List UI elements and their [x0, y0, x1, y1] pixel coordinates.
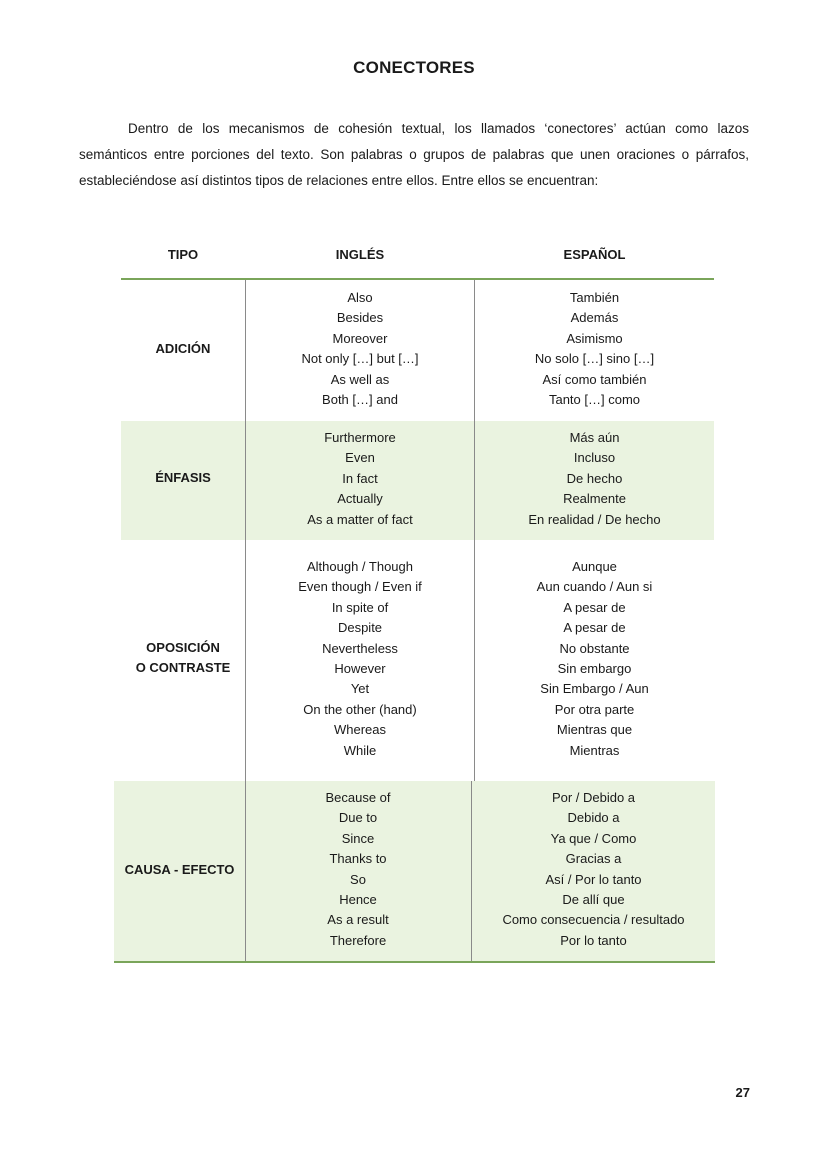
list-item: Asimismo [566, 330, 623, 346]
list-item: También [569, 290, 620, 305]
list-item: Whereas [333, 722, 387, 738]
list-item: De allí que [562, 892, 625, 908]
list-item: Gracias a [565, 851, 622, 867]
list-item: Due to [338, 810, 378, 826]
list-item: Besides [336, 310, 384, 326]
table-bottom-rule [114, 961, 715, 963]
intro-paragraph: Dentro de los mecanismos de cohesión textual, los llamados ‘conectores’ actúan como lazos semánticos entre porciones del texto. Son palabras o grupos de palabras que unen oraciones o párrafos, estableciéndose así distintos tipos de relaciones entre ellos. Entre ellos se encuentran: [79, 121, 749, 188]
header-tipo: TIPO [167, 247, 199, 262]
espanol-list [472, 788, 715, 951]
list-item: Yet [350, 681, 370, 697]
list-item: Also [347, 290, 373, 305]
list-item: En realidad / De hecho [528, 511, 661, 527]
list-item: Mientras que [556, 722, 633, 738]
list-item: Tanto […] como [548, 392, 641, 408]
list-item: Debido a [567, 810, 620, 826]
tipo-causa-efecto: CAUSA - EFECTO [124, 862, 235, 877]
list-item: Therefore [329, 932, 387, 948]
list-item: Sin embargo [557, 661, 632, 677]
list-item: Por / Debido a [551, 790, 636, 805]
list-item: Nevertheless [322, 640, 398, 656]
list-item: Incluso [573, 450, 616, 466]
ingles-list [245, 288, 475, 410]
list-item: Ya que / Como [550, 830, 637, 846]
list-item: Furthermore [324, 430, 396, 445]
list-item: Actually [337, 491, 383, 507]
ingles-list [245, 428, 475, 530]
list-item: Aun cuando / Aun si [536, 579, 653, 595]
espanol-list [475, 557, 714, 761]
list-item: Aunque [572, 559, 617, 574]
tipo-adicion: ADICIÓN [155, 341, 211, 356]
page-number: 27 [735, 1085, 750, 1100]
ingles-list [245, 557, 475, 761]
list-item: While [343, 742, 377, 758]
list-item: However [334, 661, 386, 677]
list-item: Como consecuencia / resultado [502, 912, 685, 928]
list-item: On the other (hand) [303, 701, 417, 717]
tipo-enfasis: ÉNFASIS [155, 470, 211, 485]
list-item: De hecho [566, 470, 623, 486]
list-item: Both […] and [322, 392, 398, 408]
list-item: A pesar de [563, 620, 626, 636]
page-title: CONECTORES [353, 58, 475, 77]
ingles-list [245, 788, 471, 951]
list-item: Moreover [332, 330, 388, 346]
list-item: Además [570, 310, 619, 326]
list-item: So [350, 871, 366, 887]
list-item: Despite [337, 620, 383, 636]
list-item: As a matter of fact [307, 511, 413, 527]
list-item: In spite of [331, 599, 389, 615]
list-item: Even [345, 450, 375, 466]
list-item: Because of [325, 790, 391, 805]
header-espanol: ESPAÑOL [563, 247, 626, 262]
espanol-list [475, 428, 714, 530]
list-item: Por otra parte [554, 701, 635, 717]
list-item: In fact [342, 470, 378, 486]
list-item: Más aún [569, 430, 620, 445]
list-item: Mientras [569, 742, 620, 758]
list-item: Although / Though [306, 559, 413, 574]
list-item: Not only […] but […] [301, 351, 419, 367]
list-item: Hence [339, 892, 377, 908]
espanol-list [475, 288, 714, 410]
list-item: Así como también [542, 371, 647, 387]
list-item: Realmente [563, 491, 626, 507]
table-header [121, 247, 714, 269]
list-item: Así / Por lo tanto [545, 871, 642, 887]
list-item: Thanks to [329, 851, 387, 867]
list-item: Even though / Even if [298, 579, 422, 595]
list-item: As well as [330, 371, 390, 387]
header-ingles: INGLÉS [335, 247, 385, 262]
list-item: As a result [327, 912, 389, 928]
list-item: Por lo tanto [560, 932, 627, 948]
list-item: A pesar de [563, 599, 626, 615]
list-item: No obstante [559, 640, 630, 656]
tipo-oposicion: OPOSICIÓN O CONTRASTE [135, 640, 231, 676]
list-item: Sin Embargo / Aun [540, 681, 649, 697]
list-item: No solo […] sino […] [534, 351, 655, 367]
list-item: Since [341, 830, 375, 846]
